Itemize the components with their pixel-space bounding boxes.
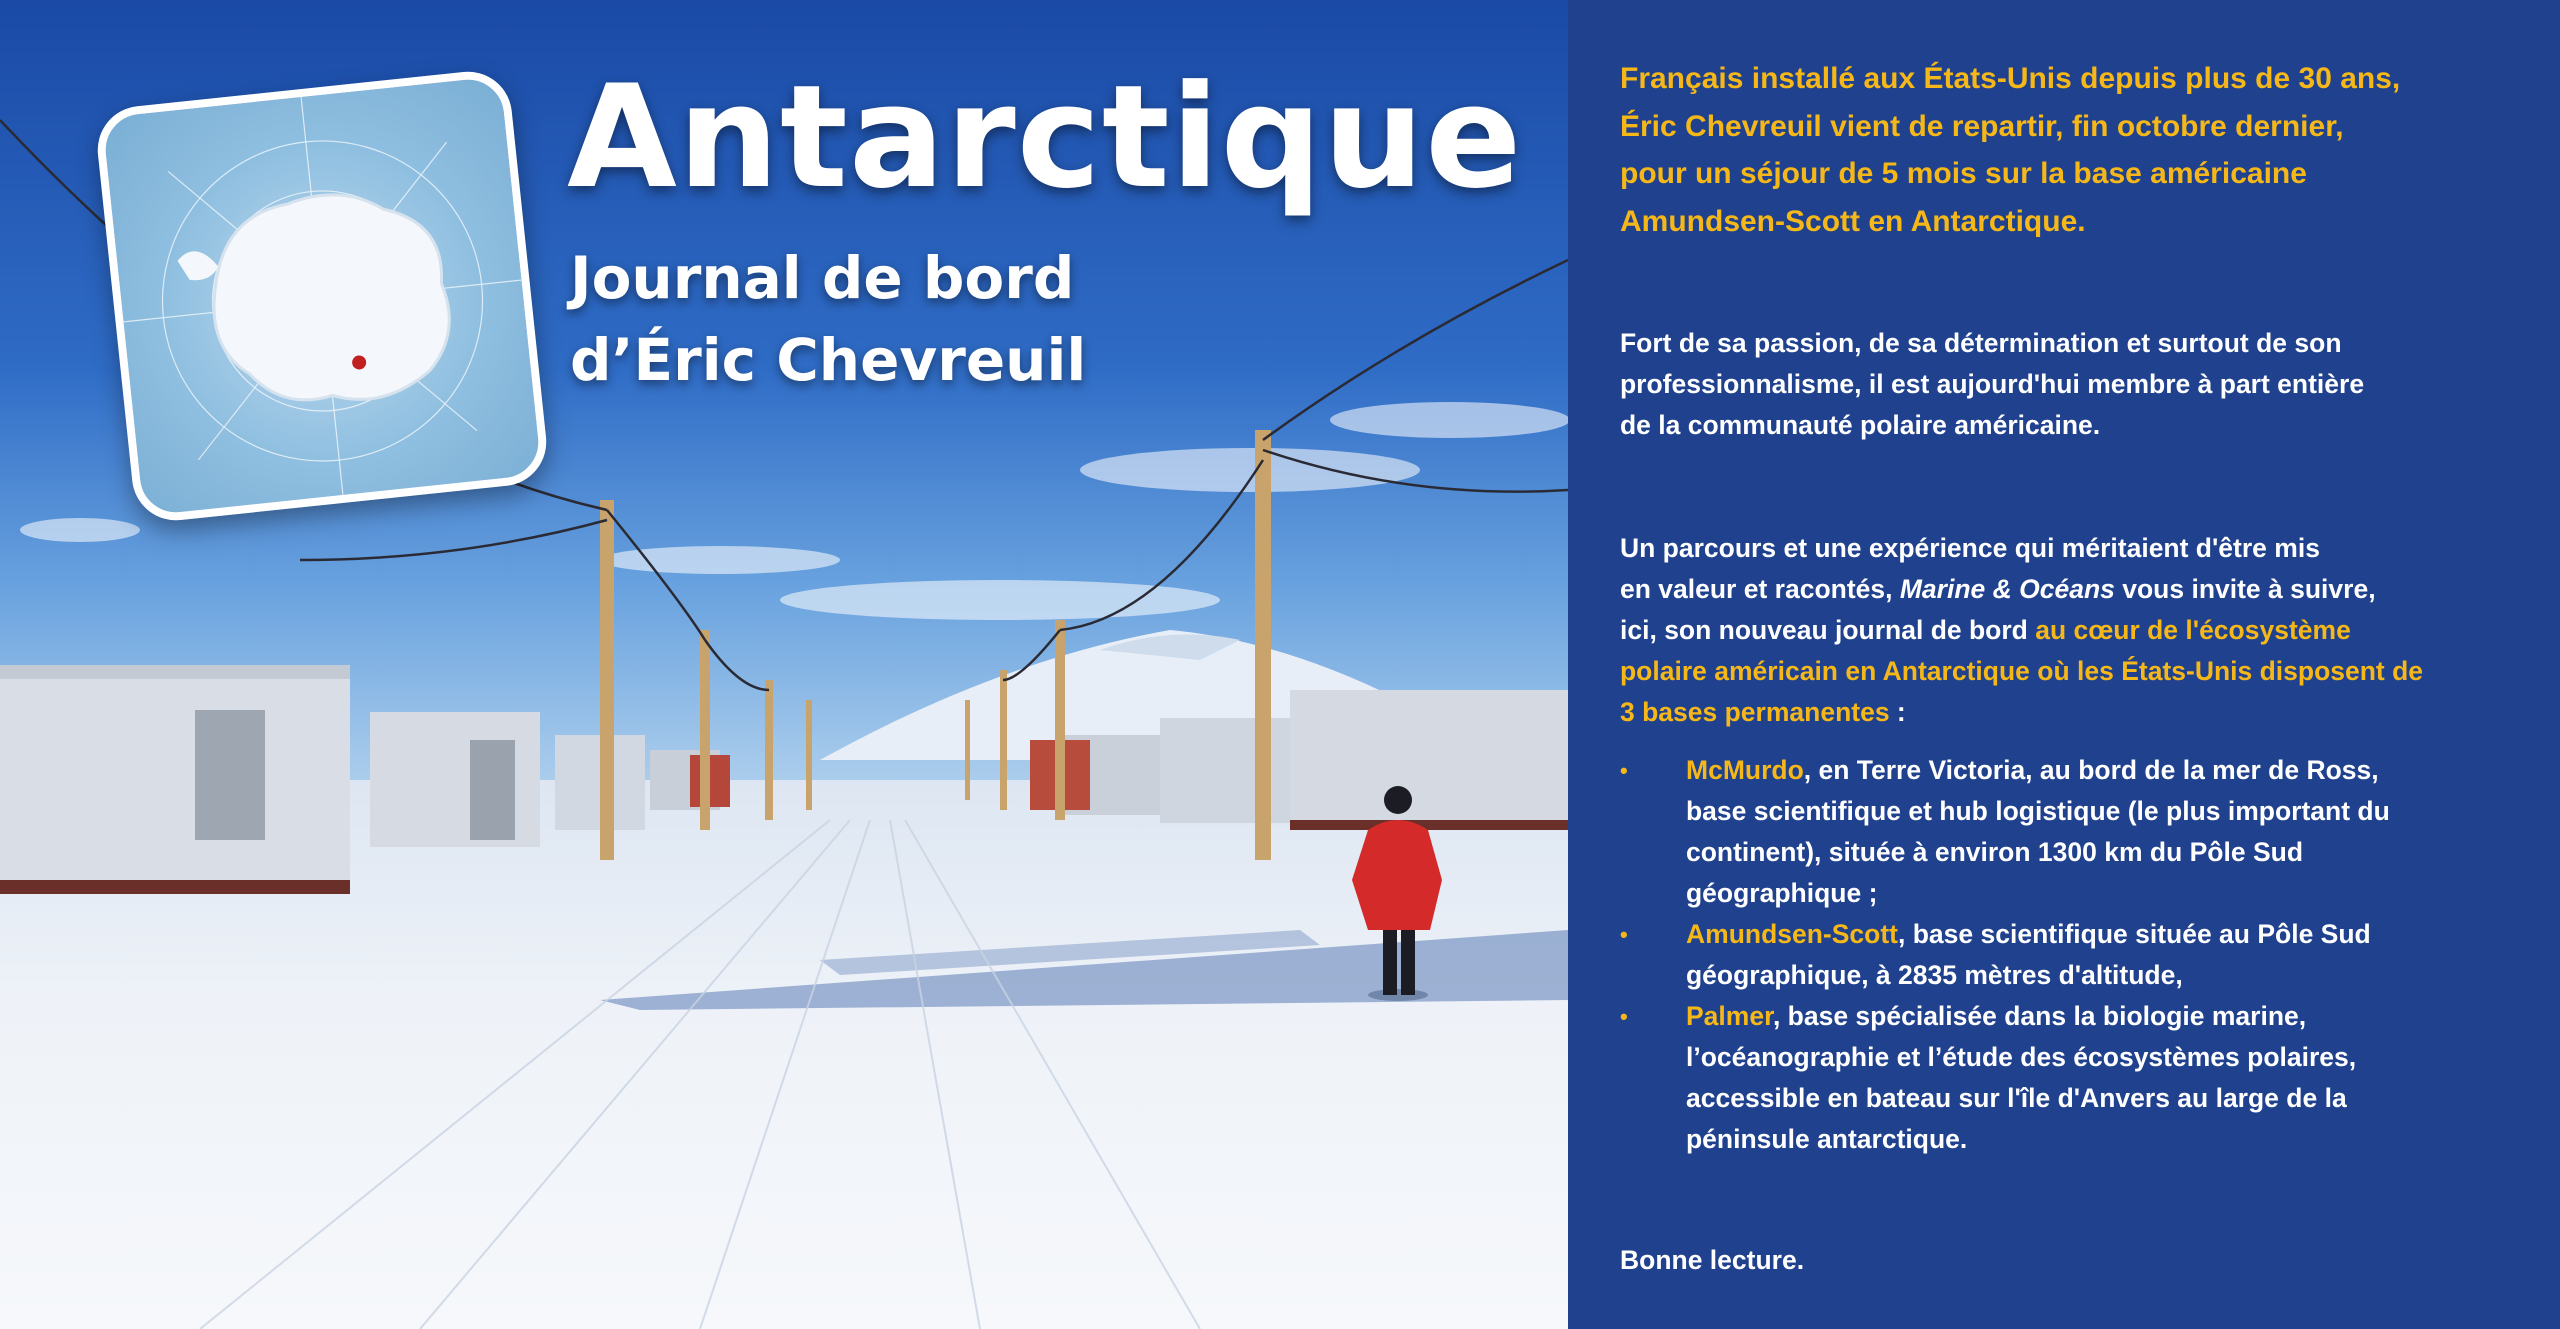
bases-list bbox=[1620, 750, 2520, 1160]
subtitle-line: Journal de bord bbox=[570, 244, 1075, 312]
subtitle-line: d’Éric Chevreuil bbox=[570, 326, 1087, 394]
paragraph-line: Fort de sa passion, de sa détermination et surtout de son bbox=[1620, 328, 2342, 358]
bullet-icon: • bbox=[1620, 758, 1628, 783]
closing-text: Bonne lecture. bbox=[1620, 1245, 1805, 1275]
paragraph-line: de la communauté polaire américaine. bbox=[1620, 410, 2101, 440]
journal-paragraph bbox=[1620, 528, 2520, 733]
profile-paragraph bbox=[1620, 323, 2520, 446]
page-subtitle bbox=[570, 237, 1086, 401]
bullet-icon: • bbox=[1620, 922, 1628, 947]
base-name: Palmer bbox=[1686, 1001, 1773, 1031]
intro-line: Français installé aux États-Unis depuis plus de 30 ans, bbox=[1620, 62, 2401, 95]
info-panel bbox=[1568, 0, 2560, 1329]
paragraph-line: en valeur et racontés, Marine & Océans vous invite à suivre, bbox=[1620, 574, 2376, 604]
intro-line: pour un séjour de 5 mois sur la base américaine bbox=[1620, 157, 2307, 190]
highlight-text: 3 bases permanentes bbox=[1620, 697, 1890, 727]
antarctica-map-icon bbox=[93, 67, 550, 524]
intro-line: Éric Chevreuil vient de repartir, fin octobre dernier, bbox=[1620, 109, 2344, 143]
intro-paragraph bbox=[1620, 55, 2520, 245]
paragraph-line: ici, son nouveau journal de bord au cœur de l'écosystème bbox=[1620, 615, 2351, 645]
paragraph-line: professionnalisme, il est aujourd'hui membre à part entière bbox=[1620, 369, 2365, 399]
highlight-text: au cœur de l'écosystème bbox=[2035, 615, 2351, 645]
list-item: • Amundsen-Scott, base scientifique située au Pôle Sud géographique, à 2835 mètres d'altitude, bbox=[1620, 914, 2520, 996]
bullet-icon: • bbox=[1620, 1004, 1628, 1029]
publication-name: Marine & Océans bbox=[1899, 574, 2115, 604]
base-name: McMurdo bbox=[1686, 755, 1804, 785]
base-name: Amundsen-Scott bbox=[1686, 919, 1898, 949]
paragraph-line: 3 bases permanentes : bbox=[1620, 697, 1906, 727]
list-item: • McMurdo, en Terre Victoria, au bord de la mer de Ross, base scientifique et hub logistique (le plus important du continent), située à environ 1300 km du Pôle Sud géographique ; bbox=[1620, 750, 2520, 914]
list-item: • Palmer, base spécialisée dans la biologie marine, l’océanographie et l’étude des écosystèmes polaires, accessible en bateau sur l'île d'Anvers au large de la péninsule antarctique. bbox=[1620, 996, 2520, 1160]
intro-line: Amundsen-Scott en Antarctique. bbox=[1620, 204, 2086, 238]
page-title: Antarctique bbox=[567, 55, 1523, 220]
paragraph-line: Un parcours et une expérience qui méritaient d'être mis bbox=[1620, 533, 2320, 563]
highlight-text: polaire américain en Antarctique où les États-Unis disposent de bbox=[1620, 656, 2424, 686]
